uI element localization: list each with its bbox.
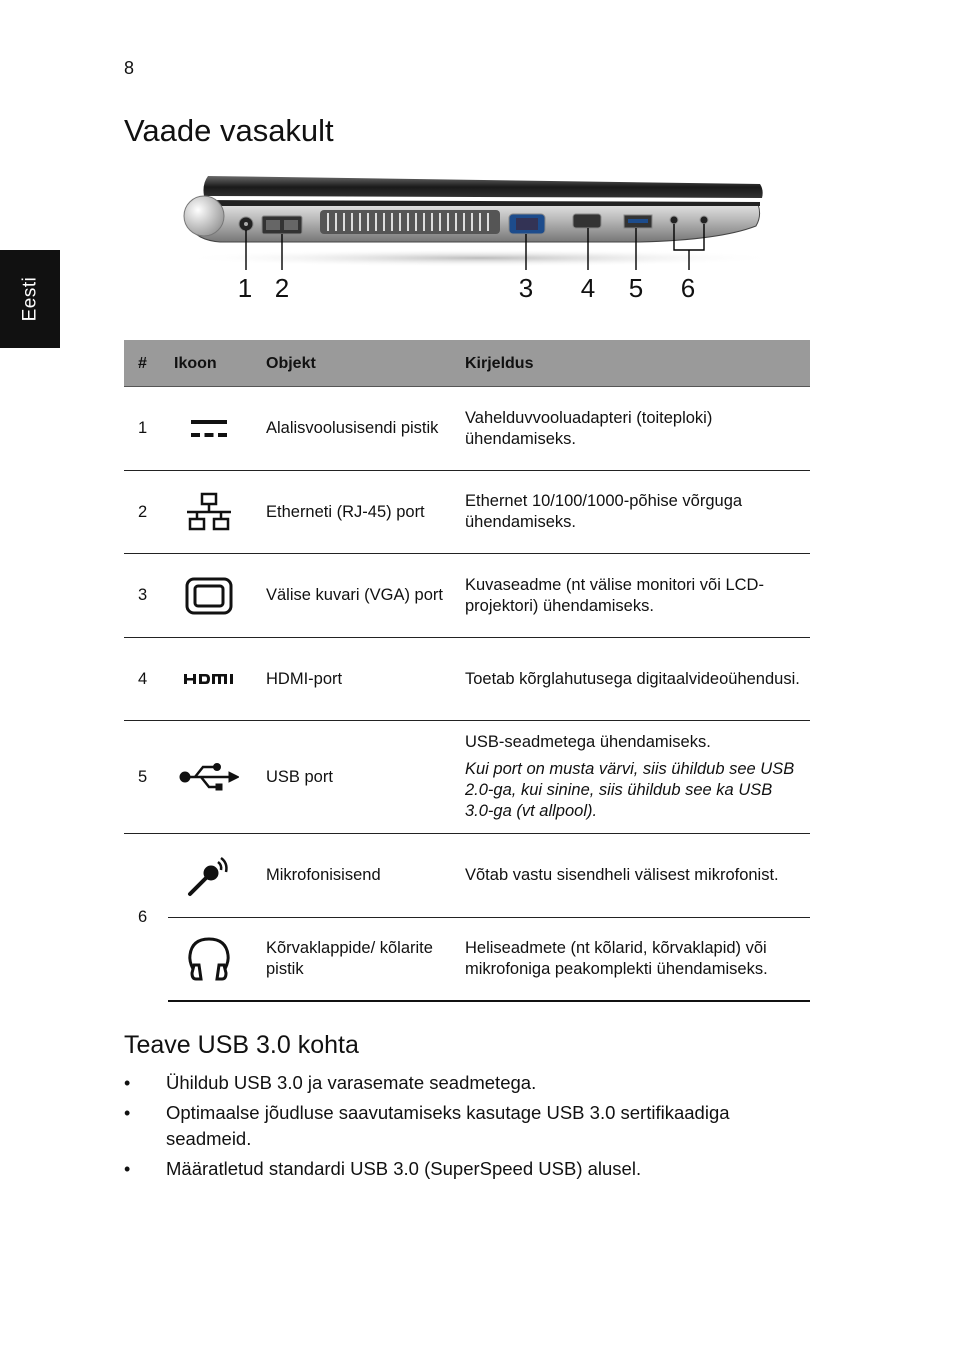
usb-icon bbox=[179, 762, 239, 792]
usb-bullet-list bbox=[124, 1070, 814, 1186]
headphones-icon bbox=[187, 935, 231, 983]
row-num: 3 bbox=[124, 554, 168, 638]
hdmi-icon bbox=[184, 673, 234, 685]
row-item: HDMI-port bbox=[252, 638, 451, 721]
bullet-symbol: • bbox=[124, 1073, 131, 1093]
row-item: USB port bbox=[252, 721, 451, 834]
row-desc: Võtab vastu sisendheli välisest mikrofonist. bbox=[451, 834, 810, 918]
callout-5: 5 bbox=[628, 273, 644, 303]
row-num: 1 bbox=[124, 387, 168, 471]
table-row bbox=[124, 638, 810, 721]
row-item: Alalisvoolusisendi pistik bbox=[252, 387, 451, 471]
row-desc: USB-seadmetega ühendamiseks. bbox=[465, 733, 711, 751]
row-item: Kõrvaklappide/ kõlarite pistik bbox=[252, 918, 451, 1001]
row-item: Välise kuvari (VGA) port bbox=[252, 554, 451, 638]
callout-2: 2 bbox=[274, 273, 290, 303]
ethernet-icon bbox=[185, 492, 233, 532]
row-desc: Kuvaseadme (nt välise monitori või LCD-projektori) ühendamiseks. bbox=[451, 554, 810, 638]
list-item bbox=[124, 1100, 814, 1152]
row-item: Mikrofonisisend bbox=[252, 834, 451, 918]
header-item: Objekt bbox=[252, 340, 451, 387]
language-tab bbox=[0, 250, 60, 348]
list-item bbox=[124, 1070, 814, 1096]
row-desc: Vahelduvvooluadapteri (toiteploki) ühendamiseks. bbox=[451, 387, 810, 471]
bullet-symbol: • bbox=[124, 1159, 131, 1179]
page-number: 8 bbox=[124, 58, 135, 78]
callout-3: 3 bbox=[518, 273, 534, 303]
header-num: # bbox=[124, 340, 168, 387]
row-num: 2 bbox=[124, 471, 168, 554]
table-row bbox=[124, 554, 810, 638]
list-item-text: Optimaalse jõudluse saavutamiseks kasutage USB 3.0 sertifikaadiga seadmeid. bbox=[166, 1102, 730, 1149]
usb-color-note: Kui port on musta värvi, siis ühildub see USB 2.0-ga, kui sinine, siis ühildub see ka USB 3.0-ga (vt allpool). bbox=[465, 760, 795, 820]
row-num: 5 bbox=[124, 721, 168, 834]
row-num: 4 bbox=[124, 638, 168, 721]
table-header-row bbox=[124, 340, 810, 387]
microphone-icon bbox=[186, 854, 232, 898]
usb-section-title: Teave USB 3.0 kohta bbox=[124, 1031, 359, 1059]
row-num: 6 bbox=[138, 907, 148, 926]
row-item: Etherneti (RJ-45) port bbox=[252, 471, 451, 554]
callout-6: 6 bbox=[680, 273, 696, 303]
page-title: Vaade vasakult bbox=[124, 113, 334, 148]
row-desc: Ethernet 10/100/1000-põhise võrguga ühendamiseks. bbox=[451, 471, 810, 554]
list-item bbox=[124, 1156, 814, 1182]
callout-4: 4 bbox=[580, 273, 596, 303]
table-row bbox=[124, 834, 810, 918]
list-item-text: Määratletud standardi USB 3.0 (SuperSpeed USB) alusel. bbox=[166, 1158, 642, 1179]
dc-in-icon bbox=[189, 417, 229, 441]
list-item-text: Ühildub USB 3.0 ja varasemate seadmetega. bbox=[166, 1072, 537, 1093]
header-icon: Ikoon bbox=[168, 340, 252, 387]
row-desc: Toetab kõrglahutusega digitaalvideoühendusi. bbox=[451, 638, 810, 721]
callout-1: 1 bbox=[237, 273, 253, 303]
bullet-symbol: • bbox=[124, 1103, 131, 1123]
header-desc: Kirjeldus bbox=[451, 340, 810, 387]
vga-icon bbox=[185, 577, 233, 615]
table-row bbox=[124, 918, 810, 1001]
table-row bbox=[124, 387, 810, 471]
language-tab-label: Eesti bbox=[19, 276, 40, 322]
row-desc: Heliseadmete (nt kõlarid, kõrvaklapid) või mikrofoniga peakomplekti ühendamiseks. bbox=[451, 918, 810, 1001]
table-row bbox=[124, 471, 810, 554]
ports-table bbox=[124, 340, 810, 1002]
table-row bbox=[124, 721, 810, 834]
